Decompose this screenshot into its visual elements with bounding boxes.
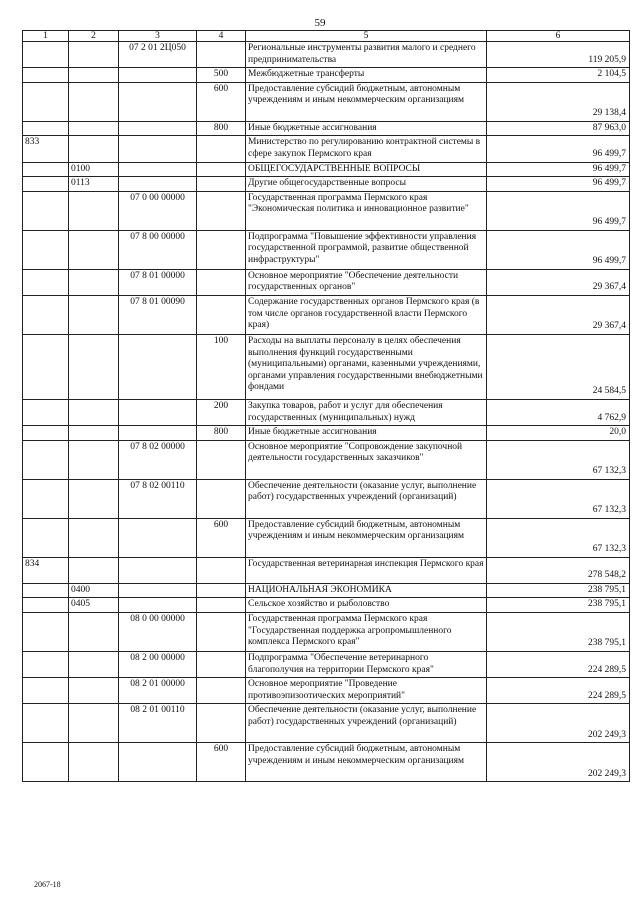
column-number-header xyxy=(23,31,630,42)
table-row xyxy=(23,82,630,121)
expense-type-code xyxy=(197,162,246,177)
column-header: 3 xyxy=(119,31,197,42)
expense-type-code xyxy=(197,651,246,677)
target-article-code: 07 8 01 00090 xyxy=(119,295,197,334)
column-header: 1 xyxy=(23,31,69,42)
item-name: Государственная ветеринарная инспекция Пермского края xyxy=(246,557,487,583)
section-code xyxy=(69,678,119,704)
expense-type-code: 200 xyxy=(197,399,246,425)
amount: 67 132,3 xyxy=(487,518,630,557)
ministry-code xyxy=(23,82,69,121)
amount: 278 548,2 xyxy=(487,557,630,583)
expense-type-code xyxy=(197,191,246,230)
expense-type-code xyxy=(197,177,246,192)
table-row xyxy=(23,230,630,269)
expense-type-code xyxy=(197,269,246,295)
expense-type-code: 800 xyxy=(197,426,246,441)
table-row xyxy=(23,121,630,136)
item-name: Межбюджетные трансферты xyxy=(246,68,487,83)
item-name: Предоставление субсидий бюджетным, автономным учреждениям и иным некоммерческим организациям xyxy=(246,82,487,121)
amount: 29 367,4 xyxy=(487,295,630,334)
ministry-code xyxy=(23,426,69,441)
target-article-code xyxy=(119,426,197,441)
ministry-code xyxy=(23,68,69,83)
ministry-code xyxy=(23,177,69,192)
ministry-code xyxy=(23,162,69,177)
amount: 20,0 xyxy=(487,426,630,441)
section-code xyxy=(69,704,119,743)
item-name: Закупка товаров, работ и услуг для обеспечения государственных (муниципальных) нужд xyxy=(246,399,487,425)
item-name: Государственная программа Пермского края "Государственная поддержка агропромышленного комплекса Пермского края" xyxy=(246,612,487,651)
table-row xyxy=(23,518,630,557)
table-row xyxy=(23,440,630,479)
ministry-code xyxy=(23,743,69,782)
amount: 224 289,5 xyxy=(487,651,630,677)
target-article-code xyxy=(119,136,197,162)
target-article-code xyxy=(119,518,197,557)
item-name: Основное мероприятие "Проведение противоэпизоотических мероприятий" xyxy=(246,678,487,704)
table-row xyxy=(23,68,630,83)
table-row xyxy=(23,334,630,399)
item-name: Расходы на выплаты персоналу в целях обеспечения выполнения функций государственными (муниципальными) органами, казенными учреждениями, органами управления государственными внебюджетными фондами xyxy=(246,334,487,399)
expense-type-code: 100 xyxy=(197,334,246,399)
amount: 96 499,7 xyxy=(487,230,630,269)
ministry-code xyxy=(23,230,69,269)
ministry-code xyxy=(23,269,69,295)
table-row xyxy=(23,269,630,295)
ministry-code: 834 xyxy=(23,557,69,583)
ministry-code xyxy=(23,704,69,743)
section-code: 0400 xyxy=(69,583,119,598)
expense-type-code xyxy=(197,295,246,334)
target-article-code xyxy=(119,334,197,399)
table-row xyxy=(23,612,630,651)
table-row xyxy=(23,743,630,782)
expense-type-code xyxy=(197,440,246,479)
column-header: 5 xyxy=(246,31,487,42)
section-code xyxy=(69,68,119,83)
amount: 67 132,3 xyxy=(487,440,630,479)
item-name: Подпрограмма "Повышение эффективности управления государственной программой, развитие общественной инфраструктуры" xyxy=(246,230,487,269)
ministry-code xyxy=(23,651,69,677)
section-code: 0100 xyxy=(69,162,119,177)
column-header: 4 xyxy=(197,31,246,42)
ministry-code xyxy=(23,479,69,518)
target-article-code xyxy=(119,82,197,121)
section-code xyxy=(69,479,119,518)
ministry-code xyxy=(23,121,69,136)
target-article-code xyxy=(119,399,197,425)
amount: 96 499,7 xyxy=(487,162,630,177)
expense-type-code xyxy=(197,479,246,518)
expense-type-code: 500 xyxy=(197,68,246,83)
item-name: Содержание государственных органов Пермского края (в том числе органов государственной власти Пермского края) xyxy=(246,295,487,334)
target-article-code: 07 0 00 00000 xyxy=(119,191,197,230)
target-article-code: 07 8 00 00000 xyxy=(119,230,197,269)
section-code xyxy=(69,612,119,651)
target-article-code xyxy=(119,583,197,598)
target-article-code: 07 8 02 00110 xyxy=(119,479,197,518)
amount: 96 499,7 xyxy=(487,191,630,230)
item-name: Предоставление субсидий бюджетным, автономным учреждениям и иным некоммерческим организациям xyxy=(246,518,487,557)
ministry-code xyxy=(23,42,69,68)
section-code xyxy=(69,557,119,583)
ministry-code xyxy=(23,191,69,230)
ministry-code xyxy=(23,334,69,399)
amount: 238 795,1 xyxy=(487,583,630,598)
expense-type-code xyxy=(197,598,246,613)
expense-type-code xyxy=(197,42,246,68)
amount: 67 132,3 xyxy=(487,479,630,518)
expense-type-code: 600 xyxy=(197,82,246,121)
item-name: Региональные инструменты развития малого и среднего предпринимательства xyxy=(246,42,487,68)
table-row xyxy=(23,557,630,583)
section-code xyxy=(69,136,119,162)
column-header: 2 xyxy=(69,31,119,42)
amount: 119 205,9 xyxy=(487,42,630,68)
document-code: 2067-18 xyxy=(34,880,61,889)
amount: 24 584,5 xyxy=(487,334,630,399)
table-row xyxy=(23,191,630,230)
item-name: Сельское хозяйство и рыболовство xyxy=(246,598,487,613)
ministry-code xyxy=(23,583,69,598)
expense-type-code: 600 xyxy=(197,518,246,557)
table-row xyxy=(23,583,630,598)
page-number: 59 xyxy=(314,17,326,29)
amount: 4 762,9 xyxy=(487,399,630,425)
amount: 29 367,4 xyxy=(487,269,630,295)
target-article-code: 08 2 00 00000 xyxy=(119,651,197,677)
item-name: Обеспечение деятельности (оказание услуг, выполнение работ) государственных учреждений (организаций) xyxy=(246,704,487,743)
item-name: Подпрограмма "Обеспечение ветеринарного благополучия на территории Пермского края" xyxy=(246,651,487,677)
expense-type-code xyxy=(197,704,246,743)
target-article-code: 08 2 01 00000 xyxy=(119,678,197,704)
item-name: НАЦИОНАЛЬНАЯ ЭКОНОМИКА xyxy=(246,583,487,598)
table-row xyxy=(23,651,630,677)
item-name: Другие общегосударственные вопросы xyxy=(246,177,487,192)
item-name: Обеспечение деятельности (оказание услуг, выполнение работ) государственных учреждений (организаций) xyxy=(246,479,487,518)
target-article-code: 07 2 01 2Ц050 xyxy=(119,42,197,68)
item-name: Иные бюджетные ассигнования xyxy=(246,121,487,136)
item-name: Основное мероприятие "Обеспечение деятельности государственных органов" xyxy=(246,269,487,295)
expense-type-code xyxy=(197,230,246,269)
section-code xyxy=(69,440,119,479)
target-article-code xyxy=(119,598,197,613)
section-code xyxy=(69,334,119,399)
section-code xyxy=(69,743,119,782)
target-article-code xyxy=(119,743,197,782)
item-name: Основное мероприятие "Сопровождение закупочной деятельности государственных заказчиков" xyxy=(246,440,487,479)
table-row xyxy=(23,678,630,704)
amount: 87 963,0 xyxy=(487,121,630,136)
section-code xyxy=(69,295,119,334)
amount: 29 138,4 xyxy=(487,82,630,121)
section-code xyxy=(69,651,119,677)
expense-type-code xyxy=(197,583,246,598)
amount: 238 795,1 xyxy=(487,598,630,613)
expense-type-code: 600 xyxy=(197,743,246,782)
expense-type-code xyxy=(197,557,246,583)
amount: 2 104,5 xyxy=(487,68,630,83)
target-article-code: 08 0 00 00000 xyxy=(119,612,197,651)
ministry-code xyxy=(23,612,69,651)
amount: 202 249,3 xyxy=(487,743,630,782)
table-row xyxy=(23,42,630,68)
ministry-code xyxy=(23,598,69,613)
table-row xyxy=(23,479,630,518)
table-row xyxy=(23,399,630,425)
ministry-code xyxy=(23,440,69,479)
expense-type-code xyxy=(197,136,246,162)
item-name: Иные бюджетные ассигнования xyxy=(246,426,487,441)
target-article-code: 08 2 01 00110 xyxy=(119,704,197,743)
table-row xyxy=(23,598,630,613)
amount: 238 795,1 xyxy=(487,612,630,651)
budget-table xyxy=(22,30,630,782)
item-name: Предоставление субсидий бюджетным, автономным учреждениям и иным некоммерческим организациям xyxy=(246,743,487,782)
section-code xyxy=(69,191,119,230)
section-code xyxy=(69,269,119,295)
expense-type-code xyxy=(197,612,246,651)
section-code xyxy=(69,426,119,441)
item-name: ОБЩЕГОСУДАРСТВЕННЫЕ ВОПРОСЫ xyxy=(246,162,487,177)
section-code xyxy=(69,399,119,425)
ministry-code xyxy=(23,518,69,557)
target-article-code: 07 8 02 00000 xyxy=(119,440,197,479)
section-code: 0405 xyxy=(69,598,119,613)
table-row xyxy=(23,162,630,177)
item-name: Государственная программа Пермского края "Экономическая политика и инновационное развитие" xyxy=(246,191,487,230)
ministry-code xyxy=(23,399,69,425)
table-row xyxy=(23,295,630,334)
amount: 224 289,5 xyxy=(487,678,630,704)
amount: 96 499,7 xyxy=(487,177,630,192)
section-code xyxy=(69,82,119,121)
ministry-code xyxy=(23,295,69,334)
target-article-code xyxy=(119,177,197,192)
target-article-code xyxy=(119,121,197,136)
amount: 96 499,7 xyxy=(487,136,630,162)
ministry-code: 833 xyxy=(23,136,69,162)
section-code xyxy=(69,121,119,136)
target-article-code xyxy=(119,162,197,177)
target-article-code: 07 8 01 00000 xyxy=(119,269,197,295)
target-article-code xyxy=(119,68,197,83)
column-header: 6 xyxy=(487,31,630,42)
table-row xyxy=(23,177,630,192)
target-article-code xyxy=(119,557,197,583)
section-code xyxy=(69,230,119,269)
section-code xyxy=(69,518,119,557)
amount: 202 249,3 xyxy=(487,704,630,743)
table-row xyxy=(23,704,630,743)
item-name: Министерство по регулированию контрактной системы в сфере закупок Пермского края xyxy=(246,136,487,162)
table-row xyxy=(23,426,630,441)
table-row xyxy=(23,136,630,162)
expense-type-code: 800 xyxy=(197,121,246,136)
section-code xyxy=(69,42,119,68)
expense-type-code xyxy=(197,678,246,704)
section-code: 0113 xyxy=(69,177,119,192)
ministry-code xyxy=(23,678,69,704)
